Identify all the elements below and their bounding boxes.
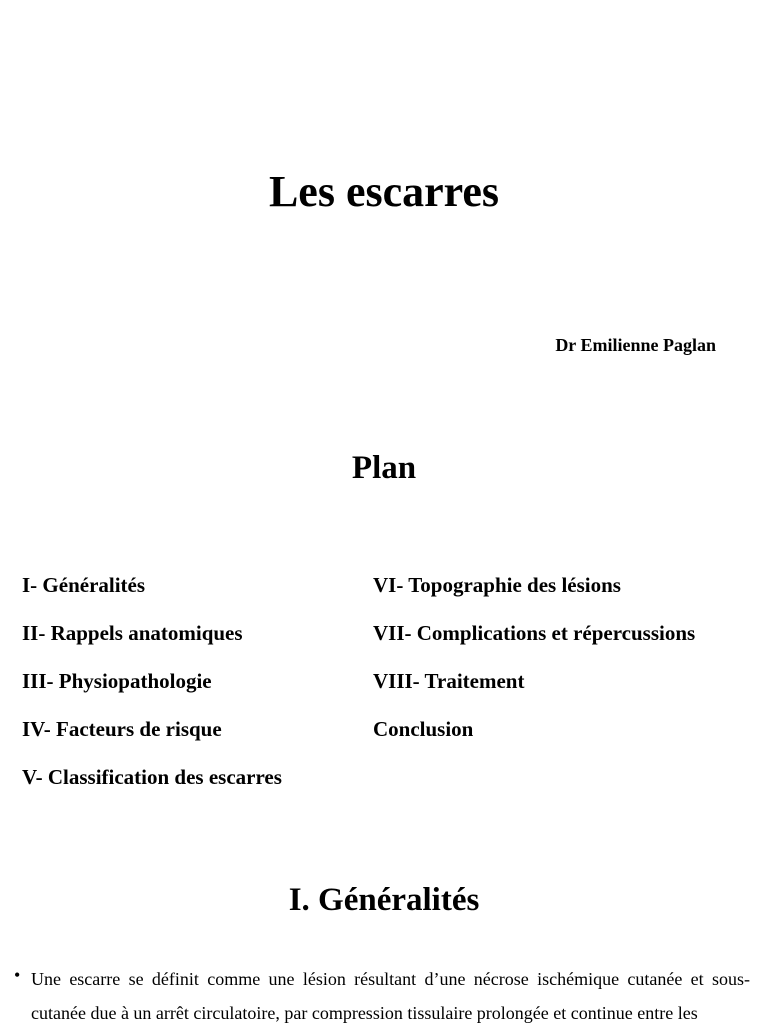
plan-item: IV- Facteurs de risque	[22, 717, 222, 741]
plan-item: I- Généralités	[22, 573, 146, 597]
bullet-text: Une escarre se définit comme une lésion résultant d’une nécrose ischémique cutanée et sous-cutanée due à un arrêt circulatoire, par compression tissulaire prolongée et continue entre les	[31, 969, 750, 1023]
bullet-icon: •	[14, 965, 21, 985]
plan-item: V- Classification des escarres	[22, 765, 282, 789]
plan-item: VII- Complications et répercussions	[373, 621, 696, 645]
section-heading: I. Généralités	[288, 882, 480, 918]
author-name: Dr Emilienne Paglan	[555, 335, 716, 355]
section-bullet-list	[14, 962, 750, 1030]
plan-item: II- Rappels anatomiques	[22, 621, 243, 645]
plan-item: VI- Topographie des lésions	[373, 573, 621, 597]
bullet-item	[14, 962, 750, 1030]
plan-heading: Plan	[351, 450, 417, 486]
document-title: Les escarres	[268, 167, 500, 216]
plan-list-right	[373, 573, 695, 765]
plan-list-left	[22, 573, 282, 813]
plan-item: VIII- Traitement	[373, 669, 525, 693]
plan-item: Conclusion	[373, 717, 474, 741]
plan-item: III- Physiopathologie	[22, 669, 212, 693]
